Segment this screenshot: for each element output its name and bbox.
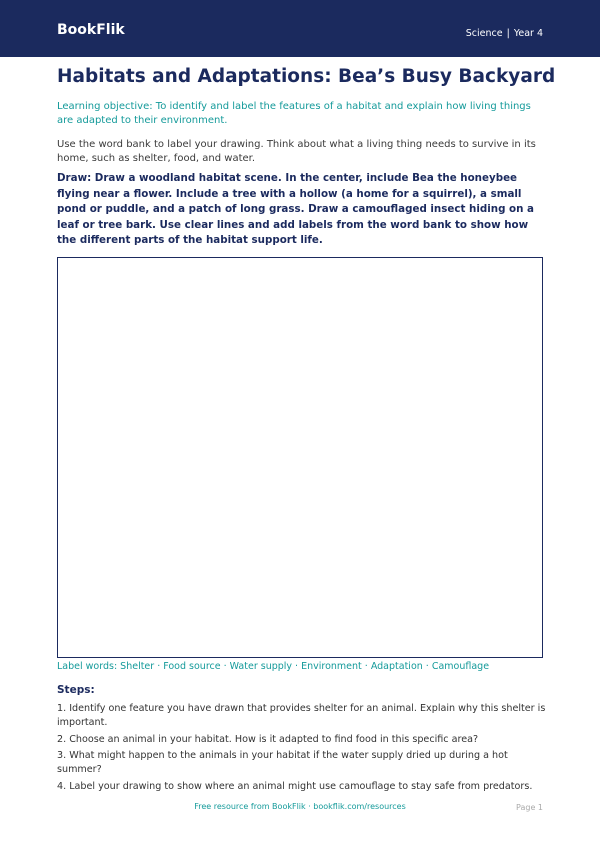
steps-heading: Steps: (57, 684, 95, 696)
brand-logo: BookFlik (57, 22, 125, 38)
header-bar (0, 0, 600, 57)
page-number: Page 1 (516, 803, 543, 812)
page-title: Habitats and Adaptations: Bea’s Busy Backyard (57, 66, 556, 87)
subject-label: Science (465, 28, 503, 39)
step-item: 4. Label your drawing to show where an animal might use camouflage to stay safe from predators. (57, 780, 533, 792)
step-item: 2. Choose an animal in your habitat. How is it adapted to find food in this specific area? (57, 733, 479, 745)
step-item: 3. What might happen to the animals in your habitat if the water supply dried up during a hot summer? (57, 750, 508, 775)
step-item: 1. Identify one feature you have drawn that provides shelter for an animal. Explain why this shelter is important. (57, 703, 546, 728)
year-label: Year 4 (513, 28, 543, 39)
footer-text: Free resource from BookFlik · bookflik.com/resources (194, 802, 406, 811)
word-bank: Label words: Shelter · Food source · Water supply · Environment · Adaptation · Camouflage (57, 661, 490, 672)
draw-instruction: Draw: Draw a woodland habitat scene. In the center, include Bea the honeybee flying near a flower. Include a tree with a hollow (a home for a squirrel), a small pond or puddle, and a patch of long grass. Draw a camouflaged insect hiding on a leaf or tree bark. Use clear lines and add labels from the word bank to show how the different parts of the habitat support life. (57, 172, 534, 246)
subject-year (466, 28, 543, 39)
separator: | (506, 28, 510, 39)
steps-list (57, 702, 547, 796)
learning-objective: Learning objective: To identify and label the features of a habitat and explain how living things are adapted to their environment. (57, 101, 531, 126)
intro-text: Use the word bank to label your drawing. Think about what a living thing needs to survive in its home, such as shelter, food, and water. (57, 139, 536, 164)
drawing-area[interactable] (57, 257, 543, 658)
